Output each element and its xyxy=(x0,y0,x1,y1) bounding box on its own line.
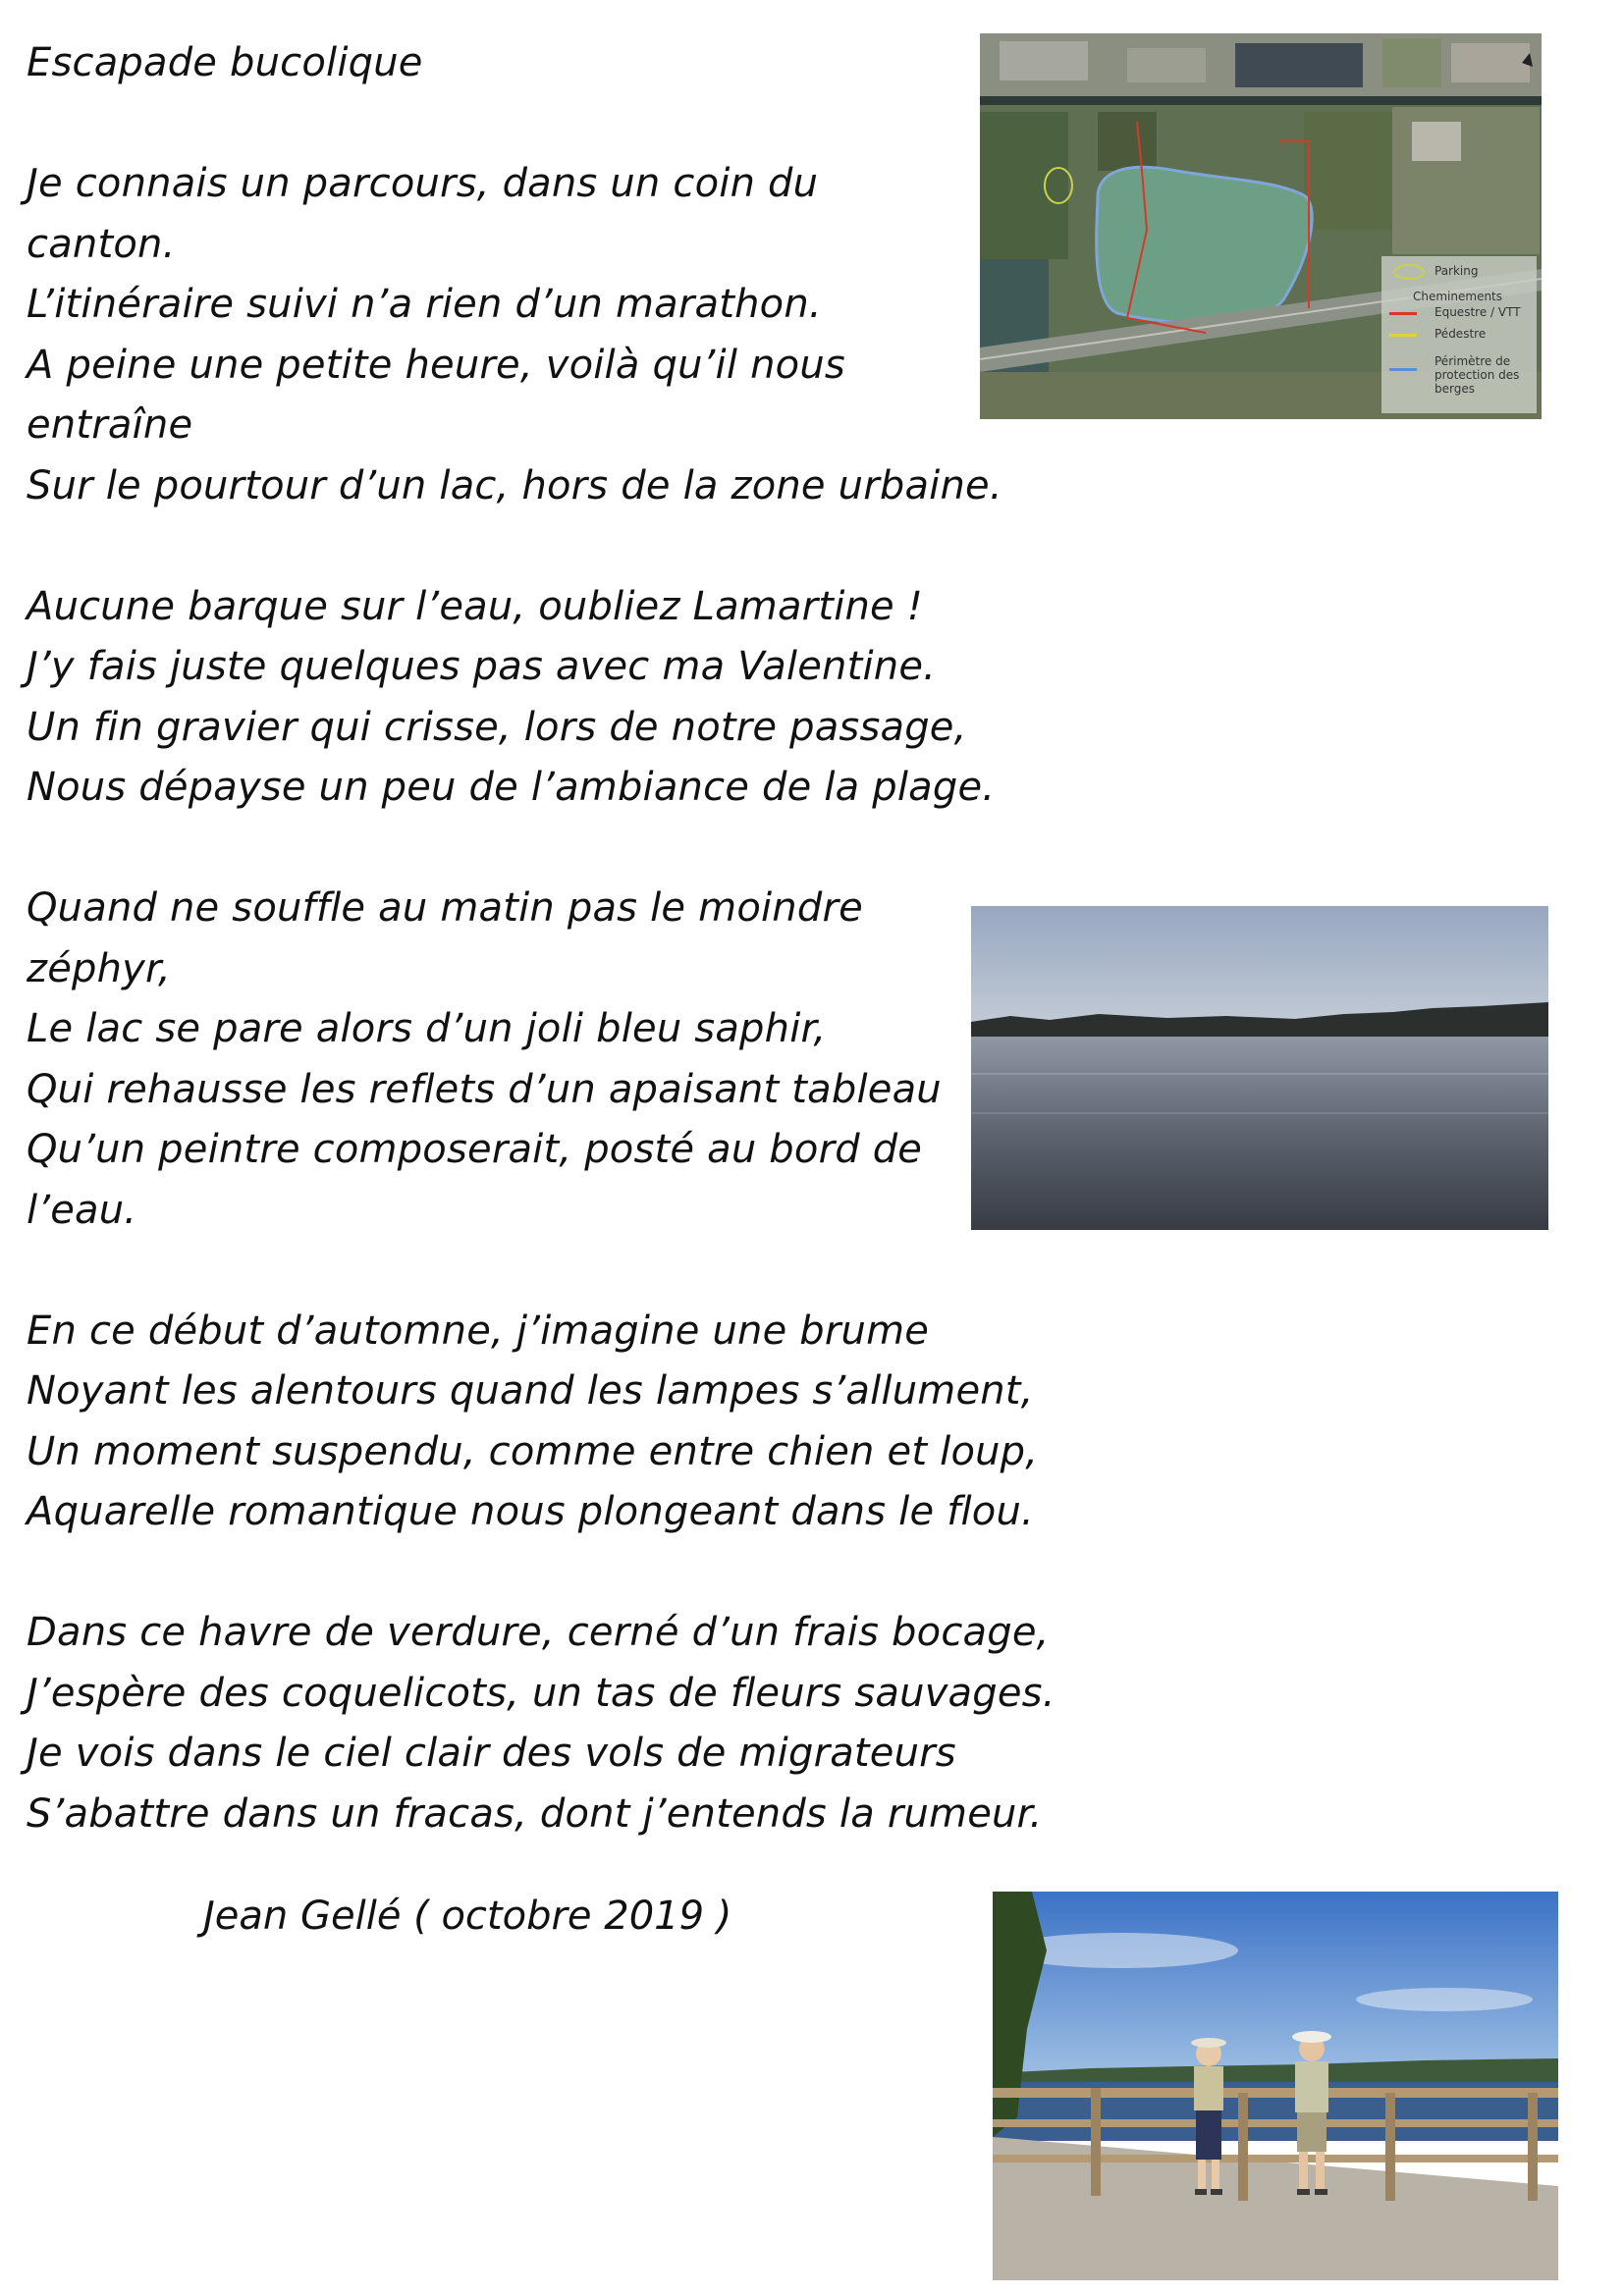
perimeter-line-icon xyxy=(1389,368,1417,371)
lake-photo-drawing xyxy=(971,906,1548,1230)
poem-line: Un fin gravier qui crisse, lors de notre passage, xyxy=(27,704,967,750)
poem-line: L’itinéraire suivi n’a rien d’un marathon. xyxy=(27,282,822,327)
aerial-map-image xyxy=(980,33,1542,419)
legend-perimeter-label: Périmètre de protection des berges xyxy=(1435,354,1520,396)
legend-parking-label: Parking xyxy=(1435,264,1479,278)
poem-line: Je connais un parcours, dans un coin du xyxy=(27,161,819,206)
lakeside-couple-drawing xyxy=(993,1892,1558,2280)
lakeside-couple-photo xyxy=(993,1892,1558,2280)
legend-equestrian-label: Equestre / VTT xyxy=(1435,305,1521,319)
poem-line: Je vois dans le ciel clair des vols de migrateurs xyxy=(27,1731,956,1776)
poem-line: zéphyr, xyxy=(27,945,171,991)
poem-title: Escapade bucolique xyxy=(27,40,423,85)
poem-line: Quand ne souffle au matin pas le moindre xyxy=(27,885,863,931)
poem-line: canton. xyxy=(27,221,176,267)
poem-line: Noyant les alentours quand les lampes s’allument, xyxy=(27,1368,1034,1414)
poem-line: J’espère des coquelicots, un tas de fleurs sauvages. xyxy=(27,1670,1056,1716)
poem-line: Dans ce havre de verdure, cerné d’un frais bocage, xyxy=(27,1610,1050,1655)
poem-line: Qu’un peintre composerait, posté au bord de xyxy=(27,1127,923,1172)
legend-paths-heading: Cheminements xyxy=(1413,290,1503,303)
poem-line: entraîne xyxy=(27,402,193,448)
poem-line: Aquarelle romantique nous plongeant dans le flou. xyxy=(27,1489,1034,1534)
poem-line: En ce début d’automne, j’imagine une brume xyxy=(27,1308,930,1354)
poem-line: Sur le pourtour d’un lac, hors de la zone urbaine. xyxy=(27,462,1002,508)
poem xyxy=(27,33,1056,1844)
poem-line: Aucune barque sur l’eau, oubliez Lamartine ! xyxy=(27,583,924,629)
legend-pedestrian-label: Pédestre xyxy=(1435,327,1487,341)
map-legend xyxy=(1381,256,1537,413)
equestrian-line-icon xyxy=(1389,312,1417,315)
lake-photo xyxy=(971,906,1548,1230)
poem-line: S’abattre dans un fracas, dont j’entends la rumeur. xyxy=(27,1790,1043,1837)
poem-signature: Jean Gellé ( octobre 2019 ) xyxy=(203,1894,732,1939)
poem-line: Le lac se pare alors d’un joli bleu saphir, xyxy=(27,1006,827,1051)
poem-line: Qui rehausse les reflets d’un apaisant tableau xyxy=(27,1066,942,1112)
poem-line: J’y fais juste quelques pas avec ma Valentine. xyxy=(27,644,937,689)
poem-line: A peine une petite heure, voilà qu’il nous xyxy=(27,342,845,388)
poem-line: Nous dépayse un peu de l’ambiance de la plage. xyxy=(27,765,996,810)
poem-line: Un moment suspendu, comme entre chien et loup, xyxy=(27,1428,1039,1474)
poem-line: l’eau. xyxy=(27,1187,137,1233)
pedestrian-line-icon xyxy=(1389,334,1417,337)
parking-legend-icon xyxy=(1393,264,1425,280)
